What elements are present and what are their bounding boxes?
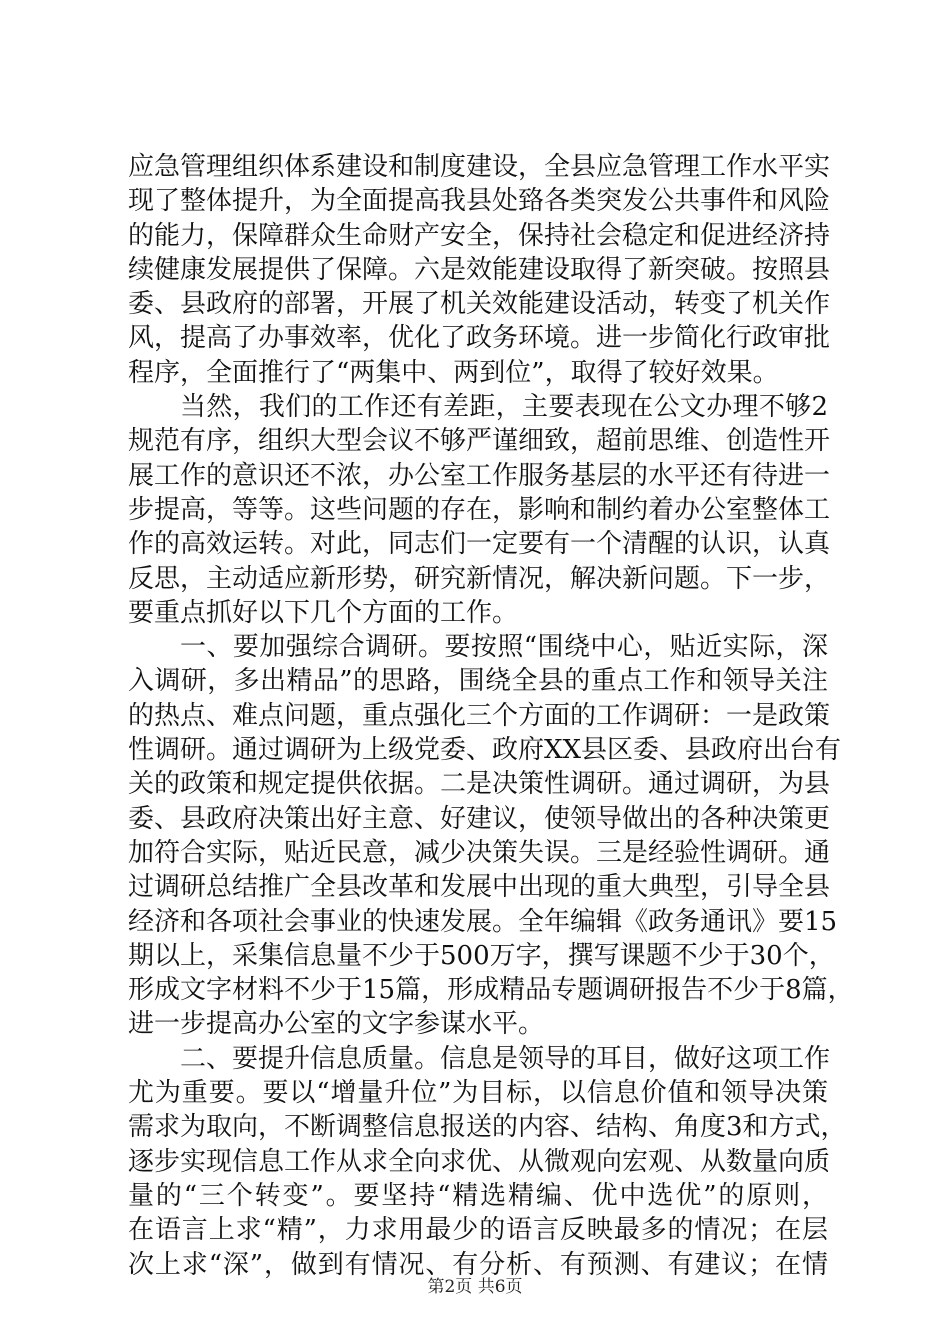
- text-line: 加符合实际，贴近民意，减少决策失误。三是经验性调研。通: [128, 837, 831, 868]
- text-line: 过调研总结推广全县改革和发展中出现的重大典型，引导全县: [128, 872, 831, 903]
- text-line: 的热点、难点问题，重点强化三个方面的工作调研：一是政策: [128, 700, 831, 731]
- text-line: 要重点抓好以下几个方面的工作。: [128, 597, 519, 628]
- text-line: 委、县政府决策出好主意、好建议，使领导做出的各种决策更: [128, 803, 831, 834]
- page-footer: 第2页 共6页: [427, 1277, 523, 1297]
- text-line: 入调研，多出精品”的思路，围绕全县的重点工作和领导关注: [128, 666, 828, 697]
- text-line: 期以上，采集信息量不少于500万字，撰写课题不少于30个，: [128, 940, 835, 971]
- paragraph-first-line: 一、要加强综合调研。要按照“围绕中心，贴近实际，深: [180, 632, 828, 663]
- text-line: 关的政策和规定提供依据。二是决策性调研。通过调研，为县: [128, 769, 831, 800]
- text-line: 次上求“深”，做到有情况、有分析、有预测、有建议；在情: [128, 1249, 828, 1280]
- text-line: 续健康发展提供了保障。六是效能建设取得了新突破。按照县: [128, 254, 831, 285]
- text-line: 风，提高了办事效率，优化了政务环境。进一步简化行政审批: [128, 323, 831, 354]
- text-line: 逐步实现信息工作从求全向求优、从微观向宏观、从数量向质: [128, 1146, 831, 1177]
- text-line: 在语言上求“精”，力求用最少的语言反映最多的情况；在层: [128, 1215, 828, 1246]
- text-line: 的能力，保障群众生命财产安全，保持社会稳定和促进经济持: [128, 220, 831, 251]
- paragraph-first-line: 当然，我们的工作还有差距，主要表现在公文办理不够2: [180, 392, 828, 423]
- text-line: 规范有序，组织大型会议不够严谨细致，超前思维、创造性开: [128, 426, 831, 457]
- text-line: 程序，全面推行了“两集中、两到位”，取得了较好效果。: [128, 357, 779, 388]
- text-line: 作的高效运转。对此，同志们一定要有一个清醒的认识，认真: [128, 529, 831, 560]
- text-line: 经济和各项社会事业的快速发展。全年编辑《政务通讯》要15: [128, 906, 838, 937]
- text-line: 展工作的意识还不浓，办公室工作服务基层的水平还有待进一: [128, 460, 831, 491]
- text-line: 量的“三个转变”。要坚持“精选精编、优中选优”的原则，: [128, 1180, 828, 1211]
- document-body: [128, 150, 854, 1282]
- paragraph-first-line: 二、要提升信息质量。信息是领导的耳目，做好这项工作: [180, 1043, 831, 1074]
- text-line: 步提高，等等。这些问题的存在，影响和制约着办公室整体工: [128, 494, 831, 525]
- text-line: 委、县政府的部署，开展了机关效能建设活动，转变了机关作: [128, 289, 831, 320]
- text-line: 反思，主动适应新形势，研究新情况，解决新问题。下一步，: [128, 563, 831, 594]
- text-line: 应急管理组织体系建设和制度建设，全县应急管理工作水平实: [128, 152, 831, 182]
- text-line: 进一步提高办公室的文字参谋水平。: [128, 1009, 545, 1040]
- text-line: 需求为取向，不断调整信息报送的内容、结构、角度3和方式，: [128, 1112, 847, 1143]
- text-line: 性调研。通过调研为上级党委、政府XX县区委、县政府出台有: [128, 735, 842, 766]
- text-line: 尤为重要。要以“增量升位”为目标，以信息价值和领导决策: [128, 1078, 828, 1109]
- text-line: 现了整体提升，为全面提高我县处臵各类突发公共事件和风险: [128, 186, 831, 217]
- text-line: 形成文字材料不少于15篇，形成精品专题调研报告不少于8篇，: [128, 975, 854, 1006]
